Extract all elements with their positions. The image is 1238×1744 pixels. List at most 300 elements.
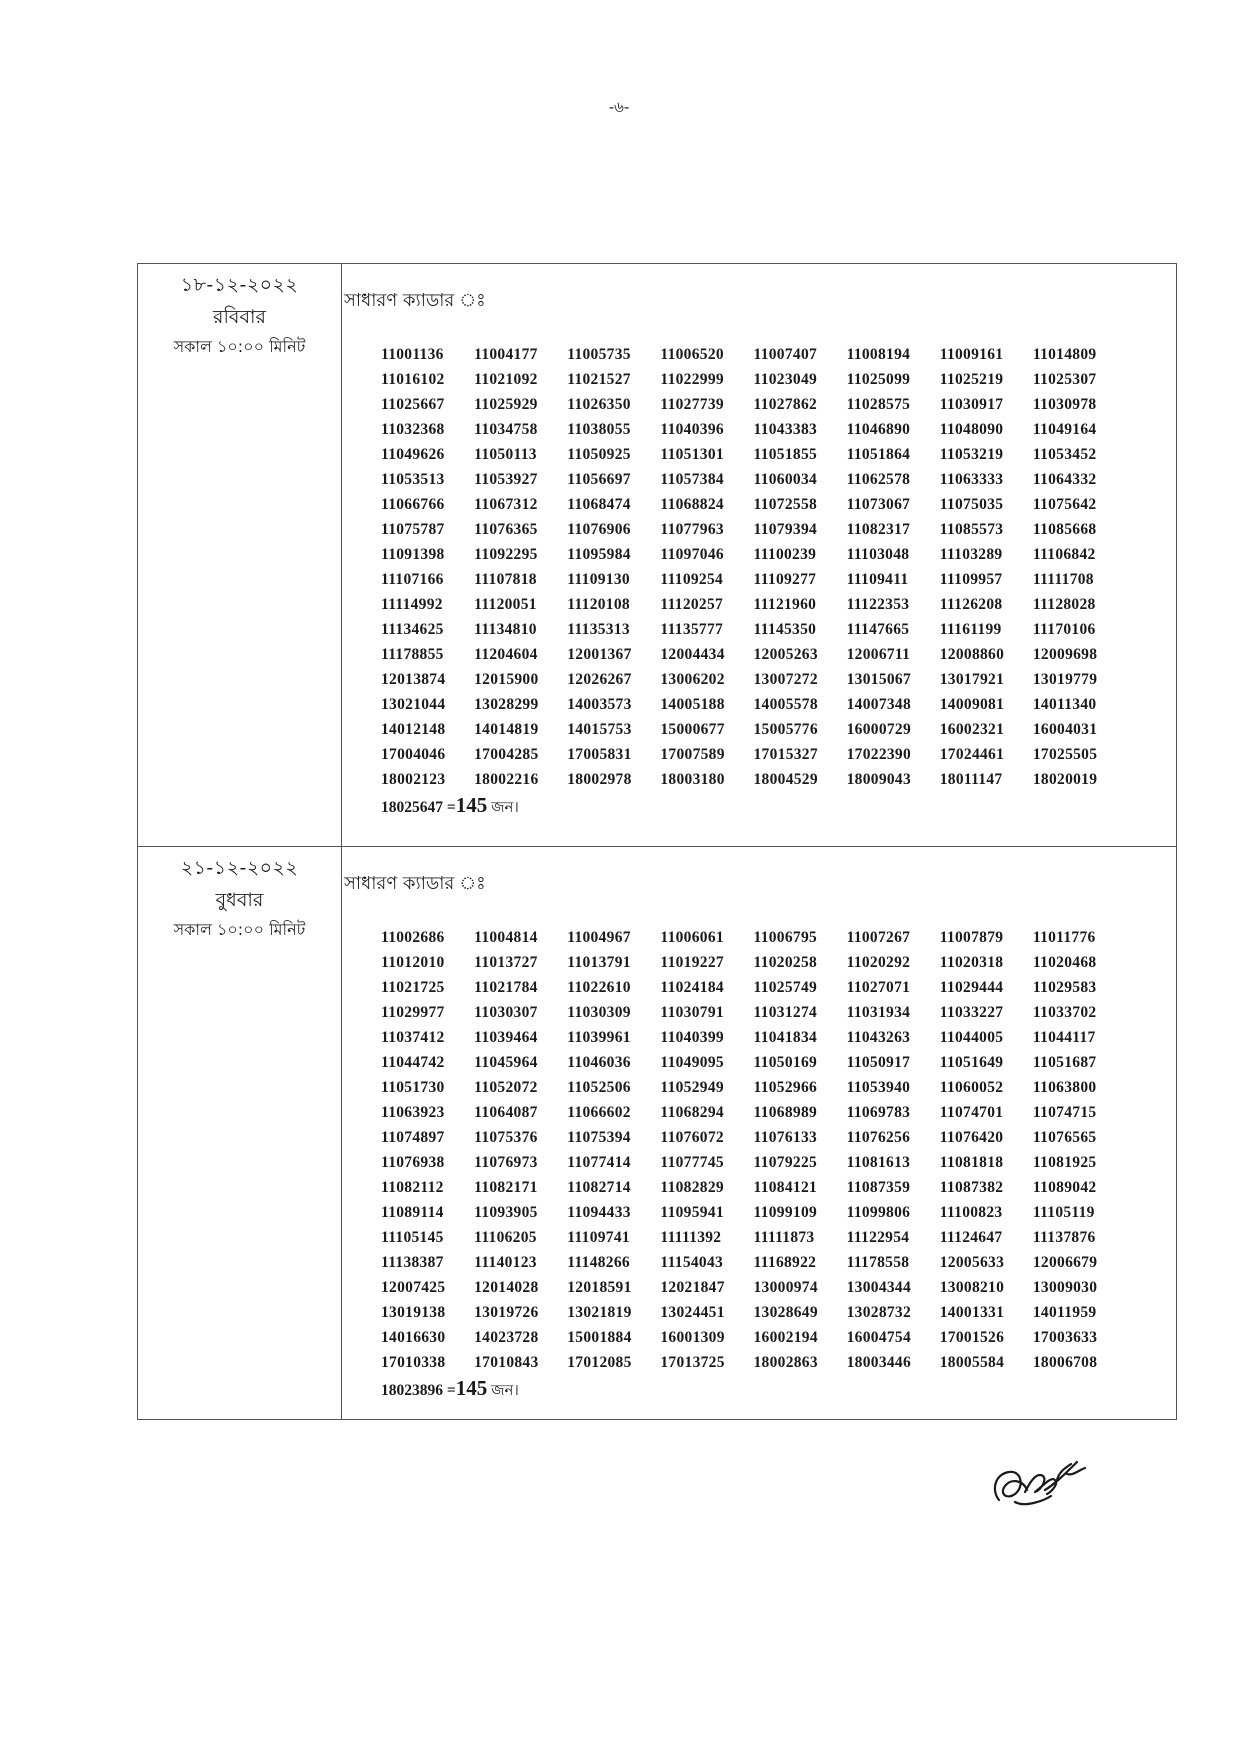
roll-number: 13028299 (474, 696, 539, 713)
roll-number: 11076420 (939, 1129, 1004, 1146)
roll-number: 13007272 (753, 671, 818, 688)
roll-number: 11095941 (660, 1204, 724, 1221)
total-suffix: জন। (491, 798, 519, 816)
roll-number: 11138387 (381, 1254, 444, 1271)
roll-number: 11076565 (1032, 1129, 1097, 1146)
roll-number: 16004031 (1032, 721, 1098, 738)
total-line (381, 1375, 1126, 1404)
roll-number: 11043383 (753, 421, 818, 438)
roll-number: 11063923 (381, 1104, 445, 1121)
roll-number: 14005578 (753, 696, 818, 713)
roll-number: 18002216 (474, 771, 539, 788)
roll-number: 13019779 (1032, 671, 1098, 688)
roll-number: 11030309 (567, 1004, 631, 1021)
roll-number: 11168922 (753, 1254, 817, 1271)
roll-number: 17010338 (381, 1354, 446, 1371)
roll-number: 11082714 (567, 1179, 631, 1196)
roll-number: 12007425 (381, 1279, 446, 1296)
total-line (381, 792, 1126, 821)
roll-number: 11082317 (846, 521, 911, 538)
roll-number: 11013727 (474, 954, 538, 971)
roll-number: 11030791 (660, 1004, 724, 1021)
roll-number: 11089114 (381, 1204, 444, 1221)
roll-number: 11081613 (846, 1154, 911, 1171)
roll-number: 11052072 (474, 1079, 538, 1096)
roll-number: 14011959 (1032, 1304, 1097, 1321)
roll-number: 11109411 (846, 571, 909, 588)
roll-number: 17012085 (567, 1354, 632, 1371)
session-info-cell (138, 264, 342, 846)
roll-number: 13008210 (939, 1279, 1005, 1296)
roll-number: 11011776 (1032, 929, 1096, 946)
roll-number: 11021784 (474, 979, 538, 996)
roll-number: 11025749 (753, 979, 818, 996)
roll-number: 11053452 (1032, 446, 1097, 463)
roll-number: 11020318 (939, 954, 1004, 971)
roll-number: 11030917 (939, 396, 1004, 413)
roll-number: 14023728 (474, 1329, 539, 1346)
roll-number: 11076072 (660, 1129, 724, 1146)
roll-number: 11021092 (474, 371, 538, 388)
cadre-heading: সাধারণ ক্যাডার ঃ (344, 290, 486, 311)
roll-number: 11025929 (474, 396, 538, 413)
roll-number: 11064332 (1032, 471, 1097, 488)
roll-number: 11135777 (660, 621, 724, 638)
roll-number: 14009081 (939, 696, 1005, 713)
roll-number: 11074701 (939, 1104, 1004, 1121)
roll-number: 11049095 (660, 1054, 724, 1071)
roll-number: 11084121 (753, 1179, 818, 1196)
roll-number: 12013874 (381, 671, 446, 688)
roll-number: 11052949 (660, 1079, 724, 1096)
roll-number: 11008194 (846, 346, 911, 363)
roll-number: 11120108 (567, 596, 630, 613)
roll-number: 11066766 (381, 496, 445, 513)
roll-number: 13015067 (846, 671, 912, 688)
signature-icon (985, 1450, 1095, 1520)
roll-number: 11051730 (381, 1079, 445, 1096)
roll-number: 11099109 (753, 1204, 818, 1221)
total-equals: = (446, 799, 456, 816)
roll-number: 11020258 (753, 954, 818, 971)
roll-number: 12018591 (567, 1279, 632, 1296)
roll-number: 11103289 (939, 546, 1003, 563)
roll-number: 11109741 (567, 1229, 630, 1246)
roll-number: 11050925 (567, 446, 631, 463)
roll-number: 18002863 (753, 1354, 818, 1371)
roll-number: 13004344 (846, 1279, 912, 1296)
roll-number: 18002123 (381, 771, 446, 788)
session-date: ১৮-১২-২০২২ (180, 274, 299, 296)
roll-number: 18002978 (567, 771, 632, 788)
roll-number: 11020468 (1032, 954, 1097, 971)
roll-number: 18004529 (753, 771, 818, 788)
roll-number: 11050113 (474, 446, 537, 463)
roll-number: 11089042 (1032, 1179, 1097, 1196)
roll-number: 11100239 (753, 546, 817, 563)
roll-number: 11109254 (660, 571, 724, 588)
roll-number: 12009698 (1032, 646, 1098, 663)
roll-number: 11111708 (1032, 571, 1094, 588)
roll-number: 11029583 (1032, 979, 1097, 996)
roll-number: 11001136 (381, 346, 444, 363)
roll-number: 11178855 (381, 646, 444, 663)
roll-number: 11022610 (567, 979, 631, 996)
roll-number: 11004967 (567, 929, 631, 946)
roll-number: 11045964 (474, 1054, 538, 1071)
roll-number: 13028649 (753, 1304, 818, 1321)
roll-number: 11100823 (939, 1204, 1003, 1221)
roll-number: 12006679 (1032, 1254, 1098, 1271)
roll-number: 11128028 (1032, 596, 1096, 613)
roll-number: 16002194 (753, 1329, 818, 1346)
roll-number: 11126208 (939, 596, 1003, 613)
roll-number: 14007348 (846, 696, 912, 713)
roll-number: 11079394 (753, 521, 818, 538)
roll-number: 11091398 (381, 546, 445, 563)
roll-number: 11050169 (753, 1054, 818, 1071)
roll-number: 11063333 (939, 471, 1004, 488)
roll-number: 13017921 (939, 671, 1005, 688)
roll-number: 13024451 (660, 1304, 725, 1321)
roll-number: 11049164 (1032, 421, 1097, 438)
total-count: 145 (455, 793, 488, 817)
roll-number: 11026350 (567, 396, 631, 413)
roll-number: 14005188 (660, 696, 725, 713)
roll-number: 16000729 (846, 721, 912, 738)
roll-number: 11028575 (846, 396, 911, 413)
roll-number: 11124647 (939, 1229, 1003, 1246)
roll-number: 11106205 (474, 1229, 537, 1246)
roll-number: 11094433 (567, 1204, 631, 1221)
roll-number: 11020292 (846, 954, 911, 971)
roll-number: 12005263 (753, 646, 818, 663)
roll-number: 17010843 (474, 1354, 539, 1371)
roll-number: 11154043 (660, 1254, 724, 1271)
roll-number: 12008860 (939, 646, 1005, 663)
roll-number: 11087382 (939, 1179, 1004, 1196)
roll-number: 11005735 (567, 346, 631, 363)
roll-number: 11040396 (660, 421, 724, 438)
roll-number: 11031934 (846, 1004, 911, 1021)
roll-number: 11106842 (1032, 546, 1096, 563)
roll-number: 11016102 (381, 371, 445, 388)
session-info-cell (138, 847, 342, 1419)
roll-number: 13019138 (381, 1304, 446, 1321)
roll-number: 11087359 (846, 1179, 911, 1196)
roll-number: 11019227 (660, 954, 724, 971)
roll-number: 11056697 (567, 471, 631, 488)
roll-number: 11062578 (846, 471, 911, 488)
roll-number: 13019726 (474, 1304, 539, 1321)
roll-number: 11075035 (939, 496, 1004, 513)
roll-number: 11027071 (846, 979, 911, 996)
roll-number: 11095984 (567, 546, 631, 563)
session-day: রবিবার (213, 306, 266, 328)
roll-number: 11170106 (1032, 621, 1096, 638)
roll-number: 11007267 (846, 929, 911, 946)
roll-number: 11021527 (567, 371, 631, 388)
roll-number: 11068989 (753, 1104, 818, 1121)
roll-number: 17003633 (1032, 1329, 1098, 1346)
roll-number: 11051687 (1032, 1054, 1097, 1071)
schedule-row (138, 846, 1176, 1419)
roll-number: 14016630 (381, 1329, 446, 1346)
roll-number: 17001526 (939, 1329, 1005, 1346)
roll-number: 11022999 (660, 371, 724, 388)
roll-number: 12015900 (474, 671, 539, 688)
roll-number: 11023049 (753, 371, 818, 388)
roll-number: 11075642 (1032, 496, 1097, 513)
roll-number: 18011147 (939, 771, 1003, 788)
roll-number: 11107818 (474, 571, 537, 588)
roll-number: 11069783 (846, 1104, 911, 1121)
roll-number: 11068294 (660, 1104, 724, 1121)
roll-number-list (381, 342, 1126, 821)
roll-number: 11068474 (567, 496, 631, 513)
roll-number: 11039464 (474, 1029, 538, 1046)
roll-number: 11111392 (660, 1229, 722, 1246)
roll-number: 11046890 (846, 421, 911, 438)
roll-number: 11014809 (1032, 346, 1097, 363)
roll-number: 11030978 (1032, 396, 1097, 413)
roll-number: 14015753 (567, 721, 632, 738)
roll-number: 12026267 (567, 671, 632, 688)
roll-number: 18020019 (1032, 771, 1098, 788)
roll-number: 14012148 (381, 721, 446, 738)
roll-number: 11025667 (381, 396, 445, 413)
roll-number: 11079225 (753, 1154, 818, 1171)
roll-number: 17005831 (567, 746, 632, 763)
roll-number: 11109277 (753, 571, 817, 588)
roll-number: 11082171 (474, 1179, 538, 1196)
roll-number: 11051649 (939, 1054, 1004, 1071)
roll-number: 11178558 (846, 1254, 910, 1271)
roll-number: 15001884 (567, 1329, 632, 1346)
candidates-cell (342, 264, 1176, 846)
roll-number: 11038055 (567, 421, 631, 438)
total-suffix: জন। (491, 1381, 519, 1399)
roll-number: 11148266 (567, 1254, 630, 1271)
roll-number: 11067312 (474, 496, 538, 513)
roll-number: 13009030 (1032, 1279, 1098, 1296)
roll-number: 11044117 (1032, 1029, 1096, 1046)
roll-number: 12005633 (939, 1254, 1005, 1271)
roll-number: 11044742 (381, 1054, 445, 1071)
roll-number: 11114992 (381, 596, 443, 613)
roll-number: 17004046 (381, 746, 446, 763)
roll-number: 11033702 (1032, 1004, 1097, 1021)
roll-number: 11085668 (1032, 521, 1097, 538)
roll-number: 11077963 (660, 521, 724, 538)
roll-number: 11076973 (474, 1154, 538, 1171)
roll-number: 11048090 (939, 421, 1004, 438)
roll-number: 11053219 (939, 446, 1004, 463)
roll-number: 11082829 (660, 1179, 724, 1196)
roll-number: 11135313 (567, 621, 630, 638)
roll-number: 11076365 (474, 521, 538, 538)
roll-number: 11122954 (846, 1229, 910, 1246)
roll-number: 11027739 (660, 396, 724, 413)
roll-number: 11081818 (939, 1154, 1004, 1171)
roll-number: 11145350 (753, 621, 817, 638)
schedule-row (138, 264, 1176, 846)
roll-number: 11075787 (381, 521, 445, 538)
roll-number: 11025307 (1032, 371, 1097, 388)
roll-number: 11051855 (753, 446, 818, 463)
session-time: সকাল ১০:০০ মিনিট (173, 337, 306, 356)
roll-number: 11137876 (1032, 1229, 1096, 1246)
roll-number: 18006708 (1032, 1354, 1098, 1371)
roll-number: 18005584 (939, 1354, 1005, 1371)
roll-number: 17025505 (1032, 746, 1098, 763)
roll-number: 13021819 (567, 1304, 632, 1321)
roll-number: 11007407 (753, 346, 818, 363)
roll-number: 16001309 (660, 1329, 725, 1346)
roll-number: 11051301 (660, 446, 724, 463)
roll-number: 11053513 (381, 471, 445, 488)
roll-number: 11121960 (753, 596, 817, 613)
roll-number: 16002321 (939, 721, 1005, 738)
roll-number: 11037412 (381, 1029, 445, 1046)
roll-number: 17004285 (474, 746, 539, 763)
roll-number: 11076938 (381, 1154, 445, 1171)
roll-number: 11004814 (474, 929, 538, 946)
roll-number: 11007879 (939, 929, 1004, 946)
roll-number: 11057384 (660, 471, 724, 488)
roll-number: 11074897 (381, 1129, 445, 1146)
roll-number: 11103048 (846, 546, 910, 563)
roll-number: 11075376 (474, 1129, 538, 1146)
roll-number: 11052966 (753, 1079, 818, 1096)
roll-number: 14011340 (1032, 696, 1097, 713)
roll-number: 11161199 (939, 621, 1002, 638)
roll-number: 17013725 (660, 1354, 725, 1371)
roll-number: 17024461 (939, 746, 1005, 763)
roll-number: 11099806 (846, 1204, 911, 1221)
roll-number: 17015327 (753, 746, 818, 763)
roll-number: 11030307 (474, 1004, 538, 1021)
roll-number: 11076256 (846, 1129, 911, 1146)
roll-number: 11041834 (753, 1029, 818, 1046)
roll-number: 11068824 (660, 496, 724, 513)
roll-number: 11072558 (753, 496, 818, 513)
roll-number: 13021044 (381, 696, 446, 713)
total-equals: = (446, 1382, 456, 1399)
roll-number: 11085573 (939, 521, 1004, 538)
roll-number: 11046036 (567, 1054, 631, 1071)
roll-number: 11109957 (939, 571, 1003, 588)
roll-number: 11076133 (753, 1129, 818, 1146)
roll-number: 18003446 (846, 1354, 912, 1371)
roll-number: 11006061 (660, 929, 724, 946)
roll-number: 11075394 (567, 1129, 631, 1146)
roll-number: 11105145 (381, 1229, 444, 1246)
roll-number: 11140123 (474, 1254, 537, 1271)
roll-number: 11081925 (1032, 1154, 1097, 1171)
exam-schedule-table (137, 263, 1177, 1420)
roll-number: 11063800 (1032, 1079, 1097, 1096)
roll-number: 11040399 (660, 1029, 724, 1046)
roll-number: 11043263 (846, 1029, 911, 1046)
roll-number: 12004434 (660, 646, 725, 663)
last-roll-number: 18023896 (381, 1382, 443, 1399)
roll-number: 13028732 (846, 1304, 912, 1321)
roll-number: 11032368 (381, 421, 445, 438)
roll-number: 11052506 (567, 1079, 631, 1096)
roll-number: 15000677 (660, 721, 725, 738)
roll-number: 17007589 (660, 746, 725, 763)
roll-number: 13006202 (660, 671, 725, 688)
roll-number: 11064087 (474, 1104, 538, 1121)
roll-number: 11012010 (381, 954, 445, 971)
roll-number: 11077745 (660, 1154, 724, 1171)
roll-number: 11025099 (846, 371, 911, 388)
roll-number: 11024184 (660, 979, 724, 996)
roll-number: 11076906 (567, 521, 631, 538)
roll-number: 11092295 (474, 546, 538, 563)
roll-number: 12006711 (846, 646, 911, 663)
roll-number: 11122353 (846, 596, 910, 613)
roll-number: 11093905 (474, 1204, 538, 1221)
roll-number: 11006795 (753, 929, 818, 946)
roll-number: 15005776 (753, 721, 818, 738)
roll-number: 11134625 (381, 621, 444, 638)
roll-number: 11120257 (660, 596, 724, 613)
roll-number: 12021847 (660, 1279, 725, 1296)
roll-number: 11031274 (753, 1004, 818, 1021)
roll-number: 14014819 (474, 721, 539, 738)
roll-number: 11033227 (939, 1004, 1004, 1021)
roll-number: 12001367 (567, 646, 632, 663)
roll-number: 11029444 (939, 979, 1004, 996)
roll-number-list (381, 925, 1126, 1404)
roll-number: 18003180 (660, 771, 725, 788)
roll-number: 17022390 (846, 746, 912, 763)
roll-number: 11006520 (660, 346, 724, 363)
roll-number: 11107166 (381, 571, 444, 588)
roll-number: 11029977 (381, 1004, 445, 1021)
roll-number: 11013791 (567, 954, 631, 971)
roll-number: 11053927 (474, 471, 538, 488)
roll-number: 11060034 (753, 471, 818, 488)
roll-number: 11074715 (1032, 1104, 1097, 1121)
roll-number: 11027862 (753, 396, 818, 413)
last-roll-number: 18025647 (381, 799, 443, 816)
roll-number: 14003573 (567, 696, 632, 713)
roll-number: 11082112 (381, 1179, 444, 1196)
roll-number: 11097046 (660, 546, 724, 563)
roll-number: 11053940 (846, 1079, 911, 1096)
roll-number: 11077414 (567, 1154, 631, 1171)
total-count: 145 (455, 1376, 488, 1400)
page-number: -৬- (608, 98, 630, 116)
roll-number: 11039961 (567, 1029, 631, 1046)
roll-number: 13000974 (753, 1279, 818, 1296)
roll-number: 11049626 (381, 446, 445, 463)
roll-number: 11025219 (939, 371, 1004, 388)
roll-number: 18009043 (846, 771, 912, 788)
roll-number: 11111873 (753, 1229, 815, 1246)
roll-number: 11134810 (474, 621, 537, 638)
roll-number: 16004754 (846, 1329, 912, 1346)
roll-number: 11051864 (846, 446, 911, 463)
cadre-heading: সাধারণ ক্যাডার ঃ (344, 873, 486, 894)
roll-number: 11004177 (474, 346, 538, 363)
roll-number: 11044005 (939, 1029, 1004, 1046)
roll-number: 14001331 (939, 1304, 1005, 1321)
roll-number: 12014028 (474, 1279, 539, 1296)
